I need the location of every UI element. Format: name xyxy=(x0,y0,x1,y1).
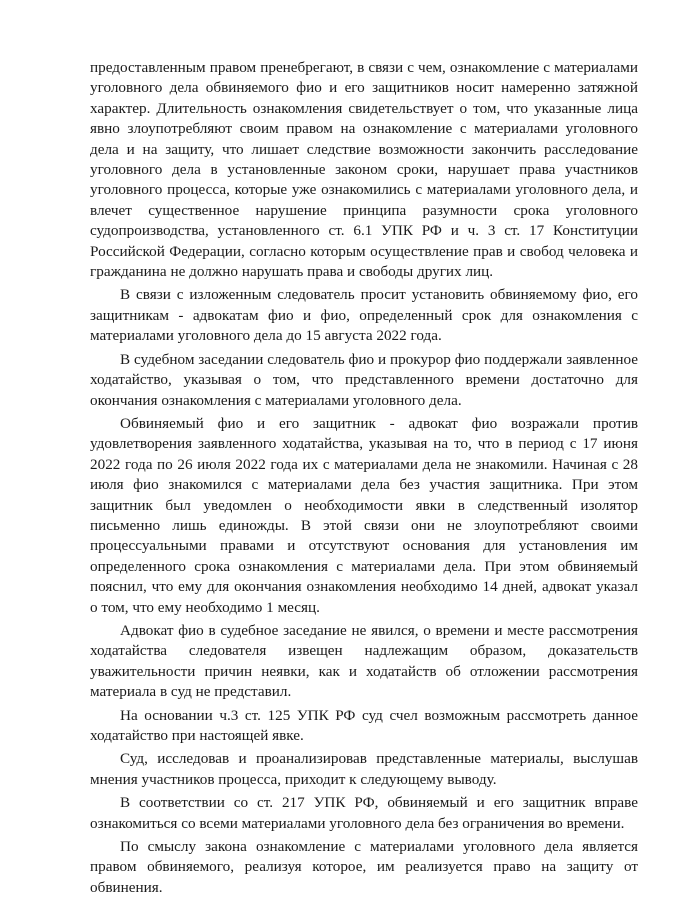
paragraph-3: В судебном заседании следователь фио и прокурор фио поддержали заявленное ходатайство, указывая о том, что представленного времени достаточно для окончания ознакомления с материалами уголовного дела. xyxy=(90,350,638,409)
document-page xyxy=(90,58,638,901)
paragraph-2: В связи с изложенным следователь просит установить обвиняемому фио, его защитникам - адвокатам фио и фио, определенный срок для ознакомления с материалами уголовного дела до 15 августа 2022 года. xyxy=(90,286,638,345)
paragraph-1: предоставленным правом пренебрегают, в связи с чем, ознакомление с материалами уголовного дела обвиняемого фио и его защитников носит намеренно затяжной характер. Длительность ознакомления свидетельствует о том, что указанные лица явно злоупотребляют своим правом на ознакомление с материалами уголовного дела и на защиту, что лишает следствие возможности закончить расследование уголовного дела в установленные законом сроки, нарушает права участников уголовного процесса, которые уже ознакомились с материалами уголовного дела, и влечет существенное нарушение принципа разумности срока уголовного судопроизводства, установленного ст. 6.1 УПК РФ и ч. 3 ст. 17 Конституции Российской Федерации, согласно которым осуществление прав и свобод человека и гражданина не должно нарушать права и свободы других лиц. xyxy=(90,59,638,281)
paragraph-8: В соответствии со ст. 217 УПК РФ, обвиняемый и его защитник вправе ознакомиться со всеми материалами уголовного дела без ограничения во времени. xyxy=(90,794,638,832)
paragraph-9: По смыслу закона ознакомление с материалами уголовного дела является правом обвиняемого, реализуя которое, им реализуется право на защиту от обвинения. xyxy=(90,838,638,896)
paragraph-7: Суд, исследовав и проанализировав представленные материалы, выслушав мнения участников процесса, приходит к следующему выводу. xyxy=(90,750,638,788)
paragraph-5: Адвокат фио в судебное заседание не явился, о времени и месте рассмотрения ходатайства следователя извещен надлежащим образом, доказательств уважительности причин неявки, как и ходатайств об отложении рассмотрения материала в суд не представил. xyxy=(90,621,638,701)
paragraph-4: Обвиняемый фио и его защитник - адвокат фио возражали против удовлетворения заявленного ходатайства, указывая на то, что в период с 17 июня 2022 года по 26 июля 2022 года их с материалами дела не знакомили. Начиная с 28 июля фио знакомился с материалами дела без участия защитника. При этом защитник был уведомлен о необходимости явки в следственный изолятор письменно лишь единожды. В этой связи они не злоупотребляют своими процессуальными правами и отсутствуют основания для установления им определенного срока ознакомления с материалами дела. При этом обвиняемый пояснил, что ему для окончания ознакомления необходимо 14 дней, адвокат указал о том, что ему необходимо 1 месяц. xyxy=(90,414,638,616)
paragraph-6: На основании ч.3 ст. 125 УПК РФ суд счел возможным рассмотреть данное ходатайство при настоящей явке. xyxy=(90,706,638,744)
